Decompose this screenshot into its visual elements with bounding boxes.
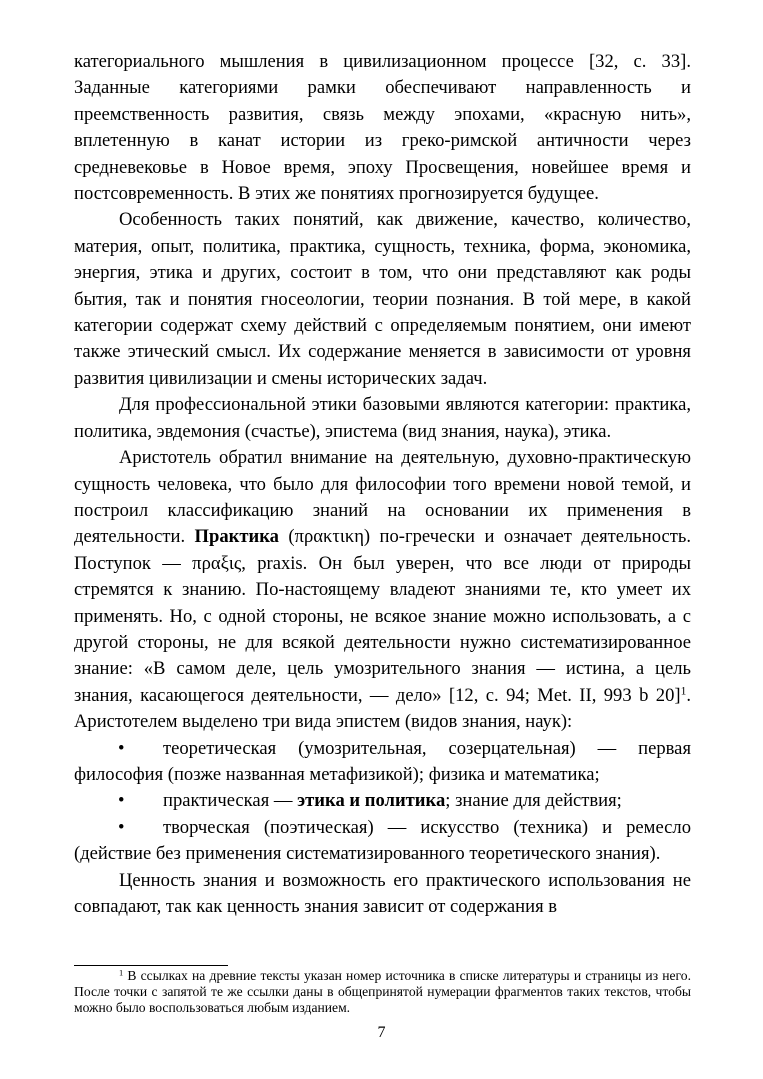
term-praktika: Практика [194, 526, 279, 548]
paragraph-2: Особенность таких понятий, как движение, качество, количество, материя, опыт, политика, практика, сущность, техника, форма, экономика, энергия, этика и других, состоит в том, что они представляют как роды бытия, так и понятия гносеологии, теории познания. В той мере, в какой категории содержат схему действий с определяемым понятием, они имеют также этический смысл. Их содержание меняется в зависимости от уровня развития цивилизации и смены исторических задач. [74, 209, 691, 389]
page-body [74, 49, 691, 920]
footnote-text: В ссылках на древние тексты указан номер источника в списке литературы и страницы из него. После точки с запятой те же ссылки даны в общепринятой нумерации фрагментов таких текстов, чтобы можно было воспользоваться любым изданием. [74, 968, 691, 1015]
list-item-text-a: практическая — [163, 790, 298, 812]
list-item-text: творческая (поэтическая) — искусство (техника) и ремесло (действие без применения систематизированного теоретического знания). [74, 816, 691, 865]
bullet-icon: • [118, 816, 125, 838]
list-item-text: теоретическая (умозрительная, созерцательная) — первая философия (позже названная метафизикой); физика и математика; [74, 737, 691, 785]
term-ethics-politics: этика и политика [297, 790, 446, 812]
paragraph-4-text-b: (πρακτικη) по-гречески и означает деятельность. Поступок — πραξις, praxis. Он был уверен, что все люди от природы стремятся к знанию. По-настоящему владеют знаниями те, кто умеет их применять. Но, с одной стороны, не всякое знание можно использовать, а с другой стороны, не для всякой деятельности нужно систематизированное знание: «В самом деле, цель умозрительного знания — истина, а цель знания, касающегося деятельности, — дело» [12, с. 94; Met. II, 993 b 20] [74, 526, 691, 706]
paragraph-1: категориального мышления в цивилизационном процессе [32, с. 33]. Заданные категориями рамки обеспечивают направленность и преемственность развития, связь между эпохами, «красную нить», вплетенную в канат истории из греко-римской античности через средневековье в Новое время, эпоху Просвещения, новейшее время и постсовременность. В этих же понятиях прогнозируется будущее. [74, 51, 691, 205]
list-item [74, 736, 691, 789]
bullet-icon: • [118, 790, 125, 812]
footnote-divider [74, 965, 228, 966]
paragraph-3: Для профессиональной этики базовыми являются категории: практика, политика, эвдемония (счастье), эпистема (вид знания, наука), этика. [74, 394, 691, 442]
bullet-icon: • [118, 737, 125, 759]
footnote-marker: 1 [119, 967, 124, 978]
footnote-reference: 1 [680, 685, 687, 698]
list-item-text-b: ; знание для действия; [445, 790, 622, 812]
page-number: 7 [377, 1024, 386, 1041]
list-item [74, 815, 691, 868]
paragraph-4-text-a: Аристотель обратил внимание на деятельную, духовно-практическую сущность человека, что было для философии того времени новой темой, и построил классификацию знаний на основании их применения в деятельности. [74, 447, 691, 548]
paragraph-4-text-c: . Аристотелем выделено три вида эпистем (видов знания, наук): [74, 684, 691, 733]
footnote [74, 968, 691, 1016]
paragraph-5: Ценность знания и возможность его практического использования не совпадают, так как ценность знания зависит от содержания в [74, 869, 691, 917]
paragraph-4 [74, 445, 691, 735]
list-item [74, 788, 691, 814]
